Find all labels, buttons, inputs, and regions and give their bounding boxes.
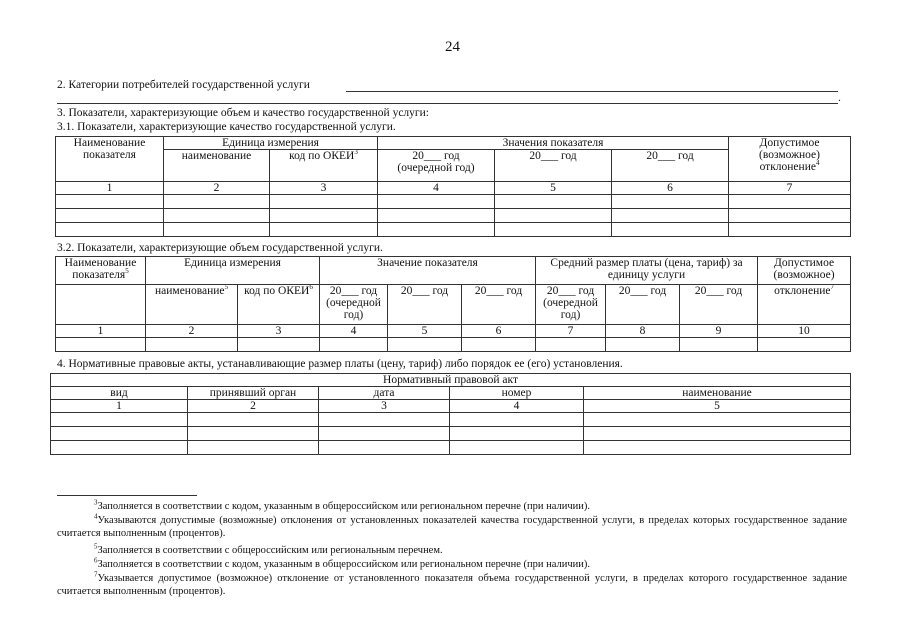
header-deviation: Допустимое (возможное) отклонение$^4$ [729, 137, 851, 182]
table-row[interactable] [51, 427, 851, 441]
consumers-fill-line-1[interactable] [346, 91, 838, 92]
table-row[interactable] [51, 413, 851, 427]
legal-acts-table [50, 373, 851, 455]
header-year-3: 20___ год [462, 285, 536, 325]
header-legal-act: Нормативный правовой акт [51, 374, 851, 387]
table-row[interactable] [56, 338, 851, 352]
table-row[interactable] [51, 441, 851, 455]
header-indicator-name: Наименование показателя [56, 137, 164, 182]
column-numbers-row: 1 2 3 4 5 [51, 400, 851, 413]
footnote-6: $^6$Заполняется в соответствии с кодом, указанным в общероссийском или региональном перечне (при наличии). [94, 556, 590, 570]
section3-2-title: 3.2. Показатели, характеризующие объем государственной услуги. [57, 242, 383, 254]
header-year-1: 20___ год (очередной год) [378, 150, 495, 182]
header-unit: Единица измерения [164, 137, 378, 150]
header-year-3: 20___ год [612, 150, 729, 182]
header-unit-okei: код по ОКЕИ$^6$ [238, 285, 320, 325]
consumers-fill-line-2[interactable] [57, 103, 838, 104]
header-unit-name: наименование$^5$ [146, 285, 238, 325]
header-title: наименование [584, 387, 851, 400]
header-number: номер [450, 387, 584, 400]
header-values: Значение показателя [320, 257, 536, 285]
header-deviation-top: Допустимое (возможное) [758, 257, 851, 285]
header-fee-year-3: 20___ год [680, 285, 758, 325]
footnote-5: $^5$Заполняется в соответствии с общероссийским или региональным перечнем. [94, 542, 443, 556]
footnote-7: $^7$Указывается допустимое (возможное) отклонение от установленного показателя объема государственной услуги, в пределах которого государственное задание считается выполненным (процентов). [57, 570, 847, 597]
table-row[interactable] [56, 209, 851, 223]
footnote-3: $^3$Заполняется в соответствии с кодом, указанным в общероссийском или региональном перечне (при наличии). [94, 498, 590, 512]
header-indicator-name: Наименование показателя$^5$ [56, 257, 146, 285]
header-issuer: принявший орган [188, 387, 319, 400]
column-numbers-row: 1 2 3 4 5 6 7 8 9 10 [56, 325, 851, 338]
column-numbers-row: 1 2 3 4 5 6 7 [56, 182, 851, 195]
header-kind: вид [51, 387, 188, 400]
header-fee-year-1: 20___ год (очередной год) [536, 285, 606, 325]
quality-indicators-table [55, 136, 851, 237]
header-deviation-bottom: отклонение$^7$ [758, 285, 851, 325]
section2-label: 2. Категории потребителей государственной услуги [57, 79, 310, 91]
header-year-1: 20___ год (очередной год) [320, 285, 388, 325]
header-year-2: 20___ год [495, 150, 612, 182]
period-mark: . [838, 92, 841, 104]
header-fee: Средний размер платы (цена, тариф) за единицу услуги [536, 257, 758, 285]
header-unit-name: наименование [164, 150, 270, 182]
page-number: 24 [445, 39, 460, 55]
header-fee-year-2: 20___ год [606, 285, 680, 325]
header-unit: Единица измерения [146, 257, 320, 285]
header-unit-okei: код по ОКЕИ$^3$ [270, 150, 378, 182]
table-row[interactable] [56, 223, 851, 237]
header-values: Значения показателя [378, 137, 729, 150]
header-date: дата [319, 387, 450, 400]
volume-indicators-table [55, 256, 851, 352]
footnote-4: $^4$Указываются допустимые (возможные) отклонения от установленных показателей качества государственной услуги, в пределах которых государственное задание считается выполненным (процентов). [57, 512, 847, 539]
header-year-2: 20___ год [388, 285, 462, 325]
footnote-separator [57, 495, 197, 496]
section3-1-title: 3.1. Показатели, характеризующие качество государственной услуги. [57, 121, 396, 133]
table-row[interactable] [56, 195, 851, 209]
section4-title: 4. Нормативные правовые акты, устанавливающие размер платы (цену, тариф) либо порядок ее (его) установления. [57, 358, 623, 370]
section3-title: 3. Показатели, характеризующие объем и качество государственной услуги: [57, 107, 429, 119]
